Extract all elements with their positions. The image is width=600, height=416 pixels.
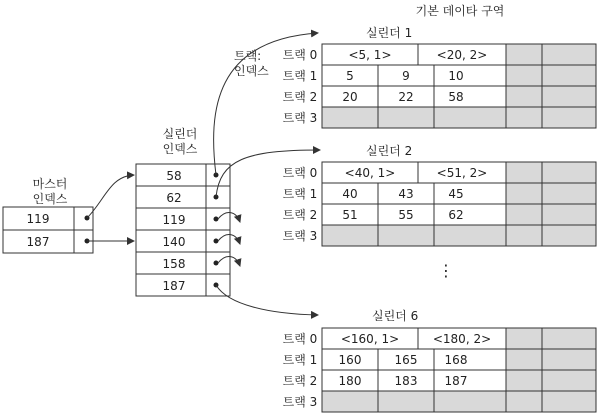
cylinder-block bbox=[283, 143, 596, 246]
record-key: 9 bbox=[402, 69, 410, 83]
track-label: 트랙 2 bbox=[282, 90, 318, 104]
track-index-entry: <51, 2> bbox=[436, 166, 488, 180]
cylinder-index-entry: 158 bbox=[162, 257, 186, 271]
track-label: 트랙 0 bbox=[282, 48, 318, 62]
record-key: 187 bbox=[444, 374, 468, 388]
cylinder-block bbox=[283, 308, 596, 412]
track-index-entry: <5, 1> bbox=[348, 48, 392, 62]
cylinder-index-entry: 187 bbox=[162, 279, 186, 293]
master-index-entry: 119 bbox=[26, 212, 50, 226]
track-index-label: 트랙: bbox=[234, 49, 262, 63]
track-label: 트랙 2 bbox=[282, 208, 318, 222]
pointer-dot bbox=[214, 239, 219, 244]
cylinder-block bbox=[283, 25, 596, 128]
track-label: 트랙 0 bbox=[282, 166, 318, 180]
track-index-entry: <40, 1> bbox=[344, 166, 396, 180]
track-index-label: 인덱스 bbox=[234, 64, 269, 78]
track-label: 트랙 2 bbox=[282, 374, 318, 388]
track-index-entry: <180, 2> bbox=[432, 332, 492, 346]
pointer-dot bbox=[214, 217, 219, 222]
record-key: 165 bbox=[394, 353, 418, 367]
track-index-entry: <160, 1> bbox=[340, 332, 400, 346]
record-key: 180 bbox=[338, 374, 362, 388]
record-key: 40 bbox=[342, 187, 358, 201]
track-index-entry: <20, 2> bbox=[436, 48, 488, 62]
cylinder-index-entry: 58 bbox=[166, 169, 182, 183]
master-index-entry: 187 bbox=[26, 235, 50, 249]
cylinder-name: 실린더 6 bbox=[372, 309, 419, 323]
master-index-label: 인덱스 bbox=[32, 192, 68, 206]
master-pointer-arrow bbox=[87, 175, 134, 218]
cylinder-index-entry: 62 bbox=[166, 191, 182, 205]
cylinder-index-entry: 119 bbox=[162, 213, 186, 227]
track-label: 트랙 3 bbox=[282, 111, 318, 125]
primary-data-area-title: 기본 데이타 구역 bbox=[415, 4, 505, 18]
record-key: 22 bbox=[398, 90, 414, 104]
track-label: 트랙 0 bbox=[282, 332, 318, 346]
ellipsis: ⋮ bbox=[438, 261, 454, 280]
record-key: 51 bbox=[342, 208, 358, 222]
master-index-label: 마스터 bbox=[32, 177, 68, 191]
cylinder-name: 실린더 1 bbox=[366, 26, 413, 40]
cylinder-index-label: 실린더 bbox=[162, 127, 198, 141]
track-label: 트랙 1 bbox=[282, 69, 318, 83]
record-key: 43 bbox=[398, 187, 414, 201]
track-label: 트랙 1 bbox=[282, 187, 318, 201]
record-key: 5 bbox=[346, 69, 354, 83]
pointer-dot bbox=[214, 261, 219, 266]
record-key: 55 bbox=[398, 208, 414, 222]
track-label: 트랙 1 bbox=[282, 353, 318, 367]
record-key: 45 bbox=[448, 187, 464, 201]
record-key: 20 bbox=[342, 90, 358, 104]
track-label: 트랙 3 bbox=[282, 395, 318, 409]
cylinder-index-table bbox=[136, 164, 230, 296]
cylinder-name: 실린더 2 bbox=[366, 144, 413, 158]
cylinder-index-entry: 140 bbox=[162, 235, 186, 249]
record-key: 62 bbox=[448, 208, 464, 222]
record-key: 10 bbox=[448, 69, 464, 83]
record-key: 58 bbox=[448, 90, 464, 104]
record-key: 168 bbox=[444, 353, 468, 367]
record-key: 183 bbox=[394, 374, 418, 388]
master-index-table bbox=[3, 207, 93, 253]
track-label: 트랙 3 bbox=[282, 229, 318, 243]
cylinder-blocks bbox=[283, 25, 596, 412]
cylinder-pointer-arrow bbox=[216, 285, 318, 315]
cylinder-index-label: 인덱스 bbox=[162, 142, 198, 156]
record-key: 160 bbox=[338, 353, 362, 367]
